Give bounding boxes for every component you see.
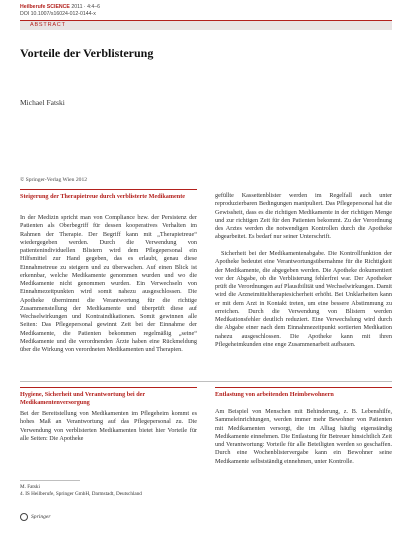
section-paragraph: Am Beispiel von Menschen mit Behinderung, z. B. Lebenshilfe, Sammeleinrichtungen, werden immer mehr Bewohner von Patienten mit Medikamenten versorgt, die im Alltag häufig eigenständig Medikamente einnehmen. Die Entlastung für Betreuer hinsichtlich Zeit und Verantwortung: Vorteile für alle Beteiligten werden so geschaffen. Durch eine Wochenblistervergabe kann ein Bewohner seine Medikamente selbstständig einnehmen, unter Kontrolle. [215, 408, 392, 465]
section-heading: Entlastung von arbeitenden Heimbewohnern [215, 391, 334, 398]
springer-horse-icon [20, 513, 28, 521]
column-rule-left [20, 387, 197, 388]
article-title: Vorteile der Verblisterung [20, 46, 154, 60]
abstract-banner [20, 20, 392, 30]
section-label: ABSTRACT [30, 22, 66, 28]
copyright-notice: © Springer-Verlag Wien 2012 [20, 177, 88, 183]
journal-header [20, 4, 100, 18]
column-rule-left [20, 189, 197, 190]
article-author: Michael Fatski [20, 98, 65, 107]
section-paragraph: In der Medizin spricht man von Compliance bzw. der Persistenz der Patienten als Oberbegriff für dessen kooperatives Verhalten im Rahmen der Therapie. Der Begriff kann mit „Therapietreue“ wiedergegeben werden. Durch die Verwendung von patientenindividuellen Blistern wird dem Pflegepersonal ein Hilfsmittel zur Hand gegeben, das es erlaubt, genau diese Einnahmetreue zu steigern und zu überwachen. Auf einen Blick ist erkennbar, welche Medikamente genommen wurden und wo die Medikamente nicht genommen wurden. Ein Verwechseln von Einnahmezeitpunkten wird somit nahezu ausgeschlossen. Die Apotheke übernimmt die Verantwortung für die richtige Zusammenstellung der Medikamente und überprüft diese auf Wechselwirkungen und Kontraindikationen. Somit gewinnen alle Seiten: Das Pflegepersonal gewinnt Zeit bei der Einnahme der Medikamente, die Patienten bekommen regelmäßig „seine“ Medikamente und die verordnenden Ärzte haben eine Rückmeldung über die Wirkung von verordneten Medikamenten und Therapien. [20, 214, 197, 353]
footnote-author: M. Fatski [20, 484, 40, 490]
section-heading: Hygiene, Sicherheit und Verantwortung bei der Medikamentenversorgung [20, 391, 146, 406]
section-paragraph: Bei der Bereitstellung von Medikamenten im Pflegeheim kommt es hohes Maß an Verantwortung auf das Pflegepersonal zu. Die Verwendung von verblisterten Medikamenten bietet hier Vorteile für alle Seiten: Die Apotheke [20, 410, 197, 442]
section-heading: Steigerung der Therapietreue durch verblisterte Medikamente [20, 193, 186, 200]
footnote-affiliation: 4. IS Heilberufe, Springer GmbH, Darmstadt, Deutschland [20, 491, 142, 497]
footnote [20, 484, 142, 498]
section-paragraph: Sicherheit bei der Medikamentenabgabe. Die Kontrollfunktion der Apotheke bedeutet eine Verantwortungsübernahme für die Richtigkeit der Medikamente, die abgegeben werden. Die Apotheke dokumentiert vor der Abgabe, ob die Verblisterung fehlerfrei war. Der Apotheker prüft die Verordnungen auf Plausibilität und Wechselwirkungen. Damit wird die Arzneimitteltherapiesicherheit erhöht. Bei Unklarheiten kann er mit dem Arzt in Kontakt treten, um eine bessere Abstimmung zu erreichen. Durch die Verwendung von Blistern werden Medikationsfehler deutlich reduziert. Eine Verwechslung wird durch die Abgabe einer nach dem Einnahmezeitpunkt sortierten Medikation nahezu ausgeschlossen. Die Apotheke kann mit ihren Pflegeheimkunden eine enge Zusammenarbeit aufbauen. [215, 250, 392, 348]
journal-name[interactable]: Heilberufe SCIENCE [20, 4, 70, 10]
publisher-name: Springer [31, 514, 51, 520]
footnote-rule [20, 480, 80, 481]
section-divider [20, 381, 392, 382]
section-paragraph: gefüllte Kassettenblister werden im Regelfall auch unter reproduzierbaren Bedingungen manipuliert. Das Pflegepersonal hat die Gewissheit, dass es die richtigen Medikamente in der richtigen Menge und zur richtigen Zeit für den Patienten bekommt. Zu der Verordnung des Arztes werden die notwendigen Kontrollen durch die Apotheke abgearbeitet. Es bedarf nur seiner Unterschrift. [215, 192, 392, 241]
column-rule-right [215, 387, 392, 388]
doi[interactable]: DOI 10.1007/s16024-012-0144-x [20, 11, 96, 17]
publisher-logo [20, 513, 51, 521]
journal-ref: 2011 · 4:4–6 [69, 4, 101, 10]
